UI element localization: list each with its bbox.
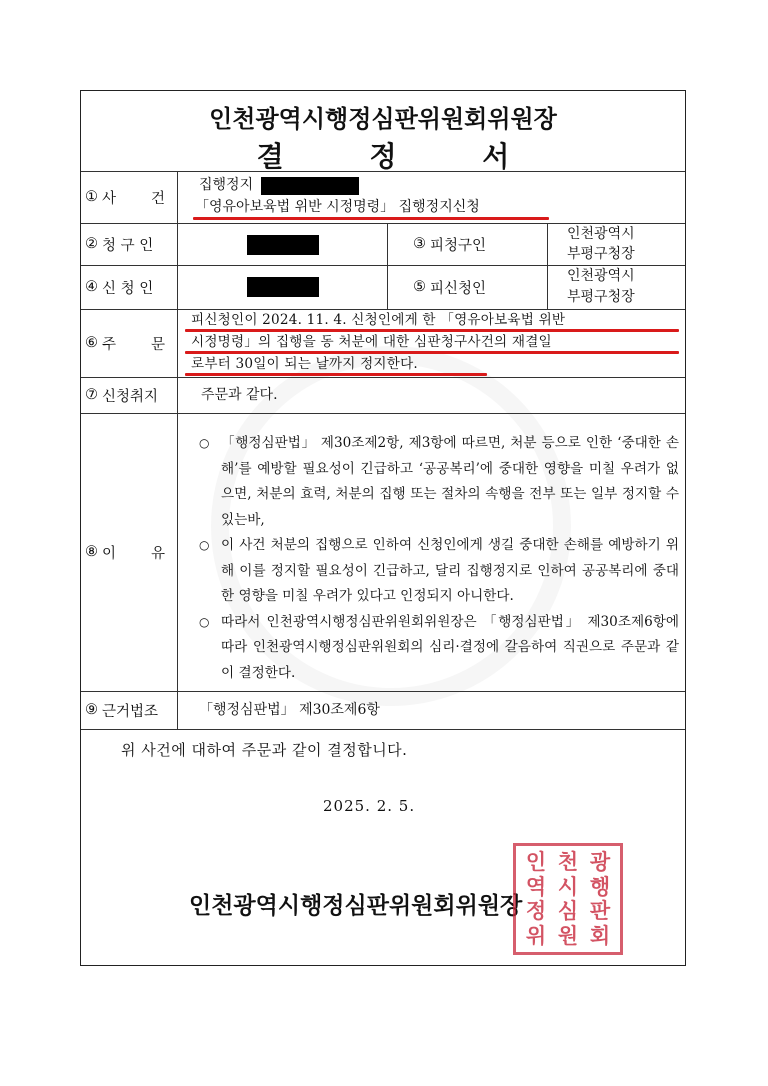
respondent-value-line-2: 부평구청장	[567, 246, 635, 262]
seal-char: 원	[557, 923, 579, 948]
order-line-1: 피신청인이 2024. 11. 4. 신청인에게 한 「영유아보육법 위반	[191, 312, 566, 328]
applicant-label	[85, 265, 177, 309]
decision-document	[80, 90, 686, 966]
purpose-value: 주문과 같다.	[201, 387, 278, 403]
redaction-box	[261, 177, 359, 195]
basis-label-number: ⑨	[85, 702, 98, 718]
case-line-1: 집행정지	[199, 177, 254, 193]
order-label-char: 주	[102, 336, 117, 353]
reason-item	[199, 533, 679, 610]
applicant-label-number: ④	[85, 279, 98, 295]
order-label	[85, 309, 177, 377]
basis-label	[85, 691, 177, 729]
seal-char: 시	[557, 874, 579, 899]
applicant-label-text: 신 청 인	[102, 280, 154, 297]
redaction-box	[247, 235, 319, 255]
reason-item-text: 따라서 인천광역시행정심판위원회위원장은 「행정심판법」 제30조제6항에 따라 인천광역시행정심판위원회의 심리·결정에 갈음하여 직권으로 주문과 같이 결정한다.	[221, 613, 679, 681]
respondent-label-number: ⑤	[413, 279, 426, 295]
purpose-label-number: ⑦	[85, 387, 98, 403]
respondent-label	[413, 223, 543, 265]
order-label-number: ⑥	[85, 335, 98, 351]
respondent-value-line-1: 인천광역시	[567, 268, 635, 284]
reason-item	[199, 610, 679, 687]
reason-item	[199, 431, 679, 533]
case-label-char: 건	[150, 190, 165, 207]
red-underline	[185, 373, 487, 376]
bullet-icon: ○	[199, 614, 210, 629]
case-label-number: ①	[85, 189, 98, 205]
row-divider	[81, 729, 685, 730]
respondent-label-number: ③	[413, 236, 426, 252]
bullet-icon: ○	[199, 436, 210, 450]
reason-label-char: 유	[150, 545, 165, 562]
seal-char: 천	[557, 850, 579, 874]
reason-item-text: 「행정심판법」 제30조제2항, 제3항에 따르면, 처분 등으로 인한 ‘중대한 손해’를 예방할 필요성이 긴급하고 ‘공공복리’에 중대한 영향을 미칠 우려가 없으면, 처분의 효력, 처분의 집행 또는 절차의 속행을 전부 또는 일부 정지할 수 있는바,	[221, 435, 679, 528]
decision-date: 2025. 2. 5.	[323, 797, 416, 815]
official-seal	[513, 843, 623, 955]
case-label-char: 사	[102, 190, 117, 207]
claimant-label	[85, 223, 177, 265]
signer-name: 인천광역시행정심판위원회위원장	[189, 893, 523, 919]
seal-char: 심	[557, 899, 579, 923]
respondent-label	[413, 265, 543, 309]
order-line-3: 로부터 30일이 되는 날까지 정지한다.	[191, 356, 418, 372]
case-label	[85, 171, 177, 223]
seal-char: 행	[589, 874, 611, 899]
column-divider	[547, 223, 548, 309]
respondent-label-text: 피청구인	[430, 237, 487, 254]
reason-item-text: 이 사건 처분의 집행으로 인하여 신청인에게 생길 중대한 손해를 예방하기 위해 이를 정지할 필요성이 긴급하고, 달리 집행정지로 인하여 공공복리에 중대한 영향을 미칠 우려가 있다고 인정되지 아니한다.	[221, 537, 679, 604]
bullet-icon: ○	[199, 538, 210, 552]
reason-body	[199, 431, 679, 686]
seal-char: 정	[525, 899, 547, 923]
reason-label-char: 이	[102, 545, 117, 562]
column-divider	[387, 223, 388, 309]
org-title: 인천광역시행정심판위원회위원장	[209, 105, 557, 133]
order-line-2: 시정명령」의 집행을 동 처분에 대한 심판청구사건의 재결일	[191, 334, 552, 350]
basis-label-text: 근거법조	[102, 703, 159, 720]
seal-char: 광	[589, 850, 611, 874]
purpose-label	[85, 377, 177, 413]
purpose-label-text: 신청취지	[102, 388, 159, 405]
doc-title	[81, 135, 685, 175]
doc-title-char: 서	[482, 140, 510, 173]
respondent-value-line-1: 인천광역시	[567, 226, 635, 242]
closing-statement: 위 사건에 대하여 주문과 같이 결정합니다.	[121, 741, 408, 759]
respondent-label-text: 피신청인	[430, 280, 487, 297]
reason-label	[85, 413, 177, 691]
column-divider	[177, 171, 178, 729]
seal-char: 역	[525, 874, 547, 899]
basis-value: 「행정심판법」 제30조제6항	[199, 702, 380, 718]
seal-char: 회	[589, 923, 611, 948]
reason-label-number: ⑧	[85, 544, 98, 560]
case-line-2: 「영유아보육법 위반 시정명령」 집행정지신청	[195, 199, 480, 215]
doc-title-char: 정	[369, 140, 397, 173]
seal-char: 인	[525, 850, 547, 874]
red-underline	[193, 217, 549, 220]
order-label-char: 문	[150, 336, 165, 353]
respondent-value-line-2: 부평구청장	[567, 289, 635, 305]
claimant-label-text: 청 구 인	[102, 237, 154, 254]
seal-char: 위	[525, 923, 547, 948]
claimant-label-number: ②	[85, 236, 98, 252]
doc-title-char: 결	[256, 140, 284, 173]
seal-char: 판	[589, 899, 611, 923]
redaction-box	[247, 277, 319, 297]
